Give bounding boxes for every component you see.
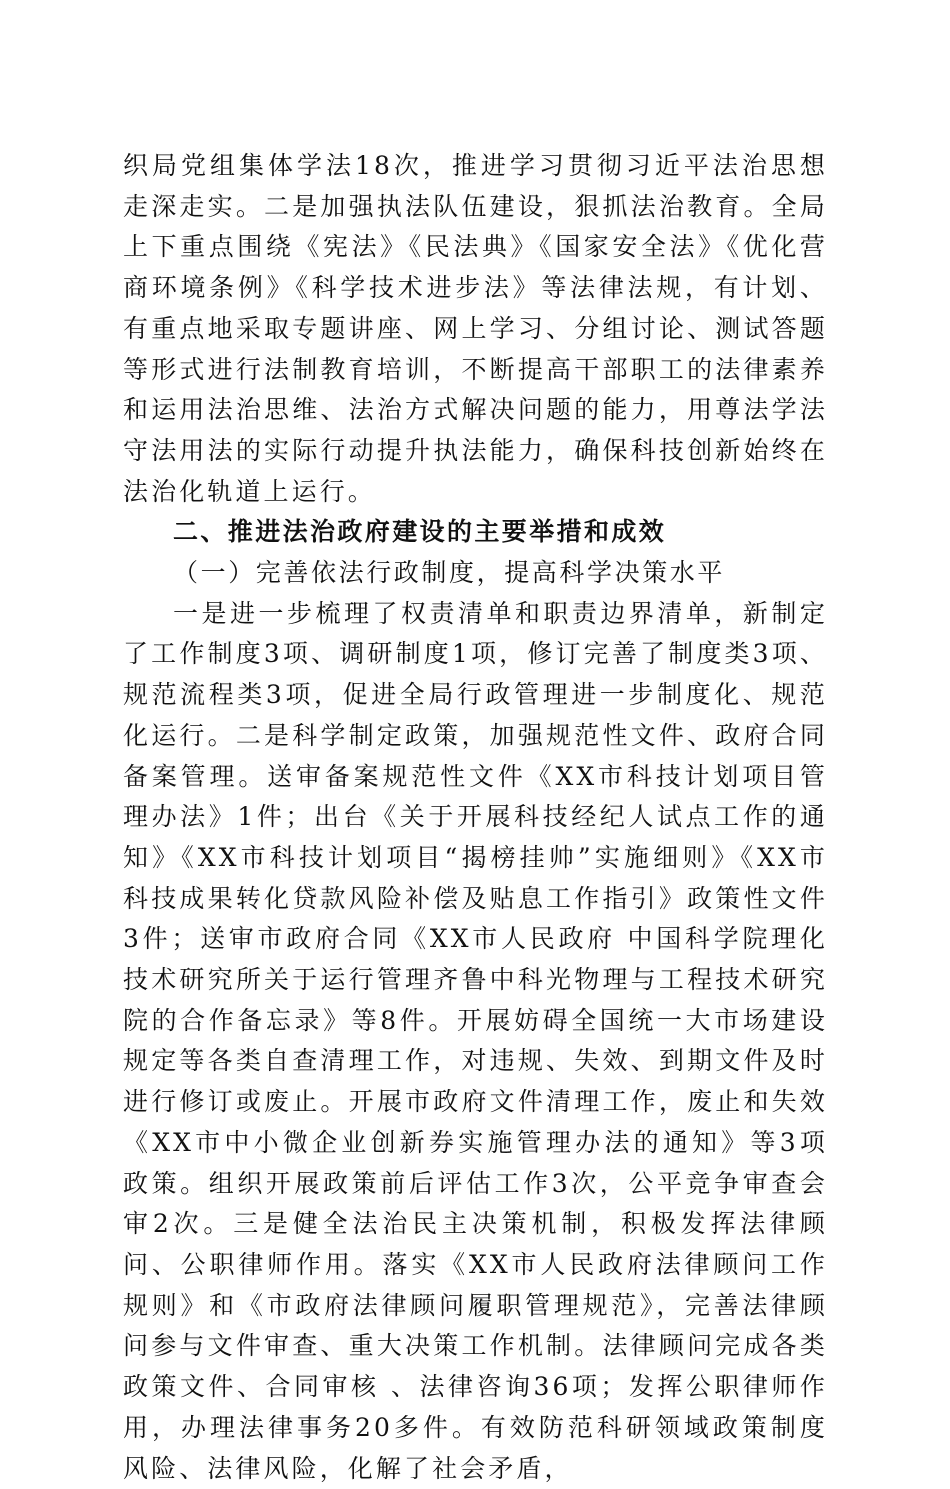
subsection-heading: （一）完善依法行政制度，提高科学决策水平 bbox=[173, 558, 726, 588]
document-page bbox=[123, 146, 828, 1489]
paragraph-continuation: 织局党组集体学法18次，推进学习贯彻习近平法治思想走深走实。二是加强执法队伍建设，狠抓法治教育。全局上下重点围绕《宪法》《民法典》《国家安全法》《优化营商环境条例》《科学技术进步法》等法律法规，有计划、有重点地采取专题讲座、网上学习、分组讨论、测试答题等形式进行法制教育培训，不断提高干部职工的法律素养和运用法治思维、法治方式解决问题的能力，用尊法学法守法用法的实际行动提升执法能力，确保科技创新始终在法治化轨道上运行。 bbox=[123, 151, 828, 506]
section-heading: 二、推进法治政府建设的主要举措和成效 bbox=[173, 517, 667, 547]
paragraph-main: 一是进一步梳理了权责清单和职责边界清单，新制定了工作制度3项、调研制度1项，修订完善了制度类3项、规范流程类3项，促进全局行政管理进一步制度化、规范化运行。二是科学制定政策，加强规范性文件、政府合同备案管理。送审备案规范性文件《XX市科技计划项目管理办法》1件；出台《关于开展科技经纪人试点工作的通知》《XX市科技计划项目“揭榜挂帅”实施细则》《XX市科技成果转化贷款风险补偿及贴息工作指引》政策性文件3件；送审市政府合同《XX市人民政府 中国科学院理化技术研究所关于运行管理齐鲁中科光物理与工程技术研究院的合作备忘录》等8件。开展妨碍全国统一大市场建设规定等各类自查清理工作，对违规、失效、到期文件及时进行修订或废止。开展市政府文件清理工作，废止和失效《XX市中小微企业创新券实施管理办法的通知》等3项政策。组织开展政策前后评估工作3次，公平竞争审查会审2次。三是健全法治民主决策机制，积极发挥法律顾问、公职律师作用。落实《XX市人民政府法律顾问工作规则》和《市政府法律顾问履职管理规范》，完善法律顾问参与文件审查、重大决策工作机制。法律顾问完成各类政策文件、合同审核 、法律咨询36项；发挥公职律师作用，办理法律事务20多件。有效防范科研领域政策制度风险、法律风险，化解了社会矛盾， bbox=[123, 598, 828, 1483]
